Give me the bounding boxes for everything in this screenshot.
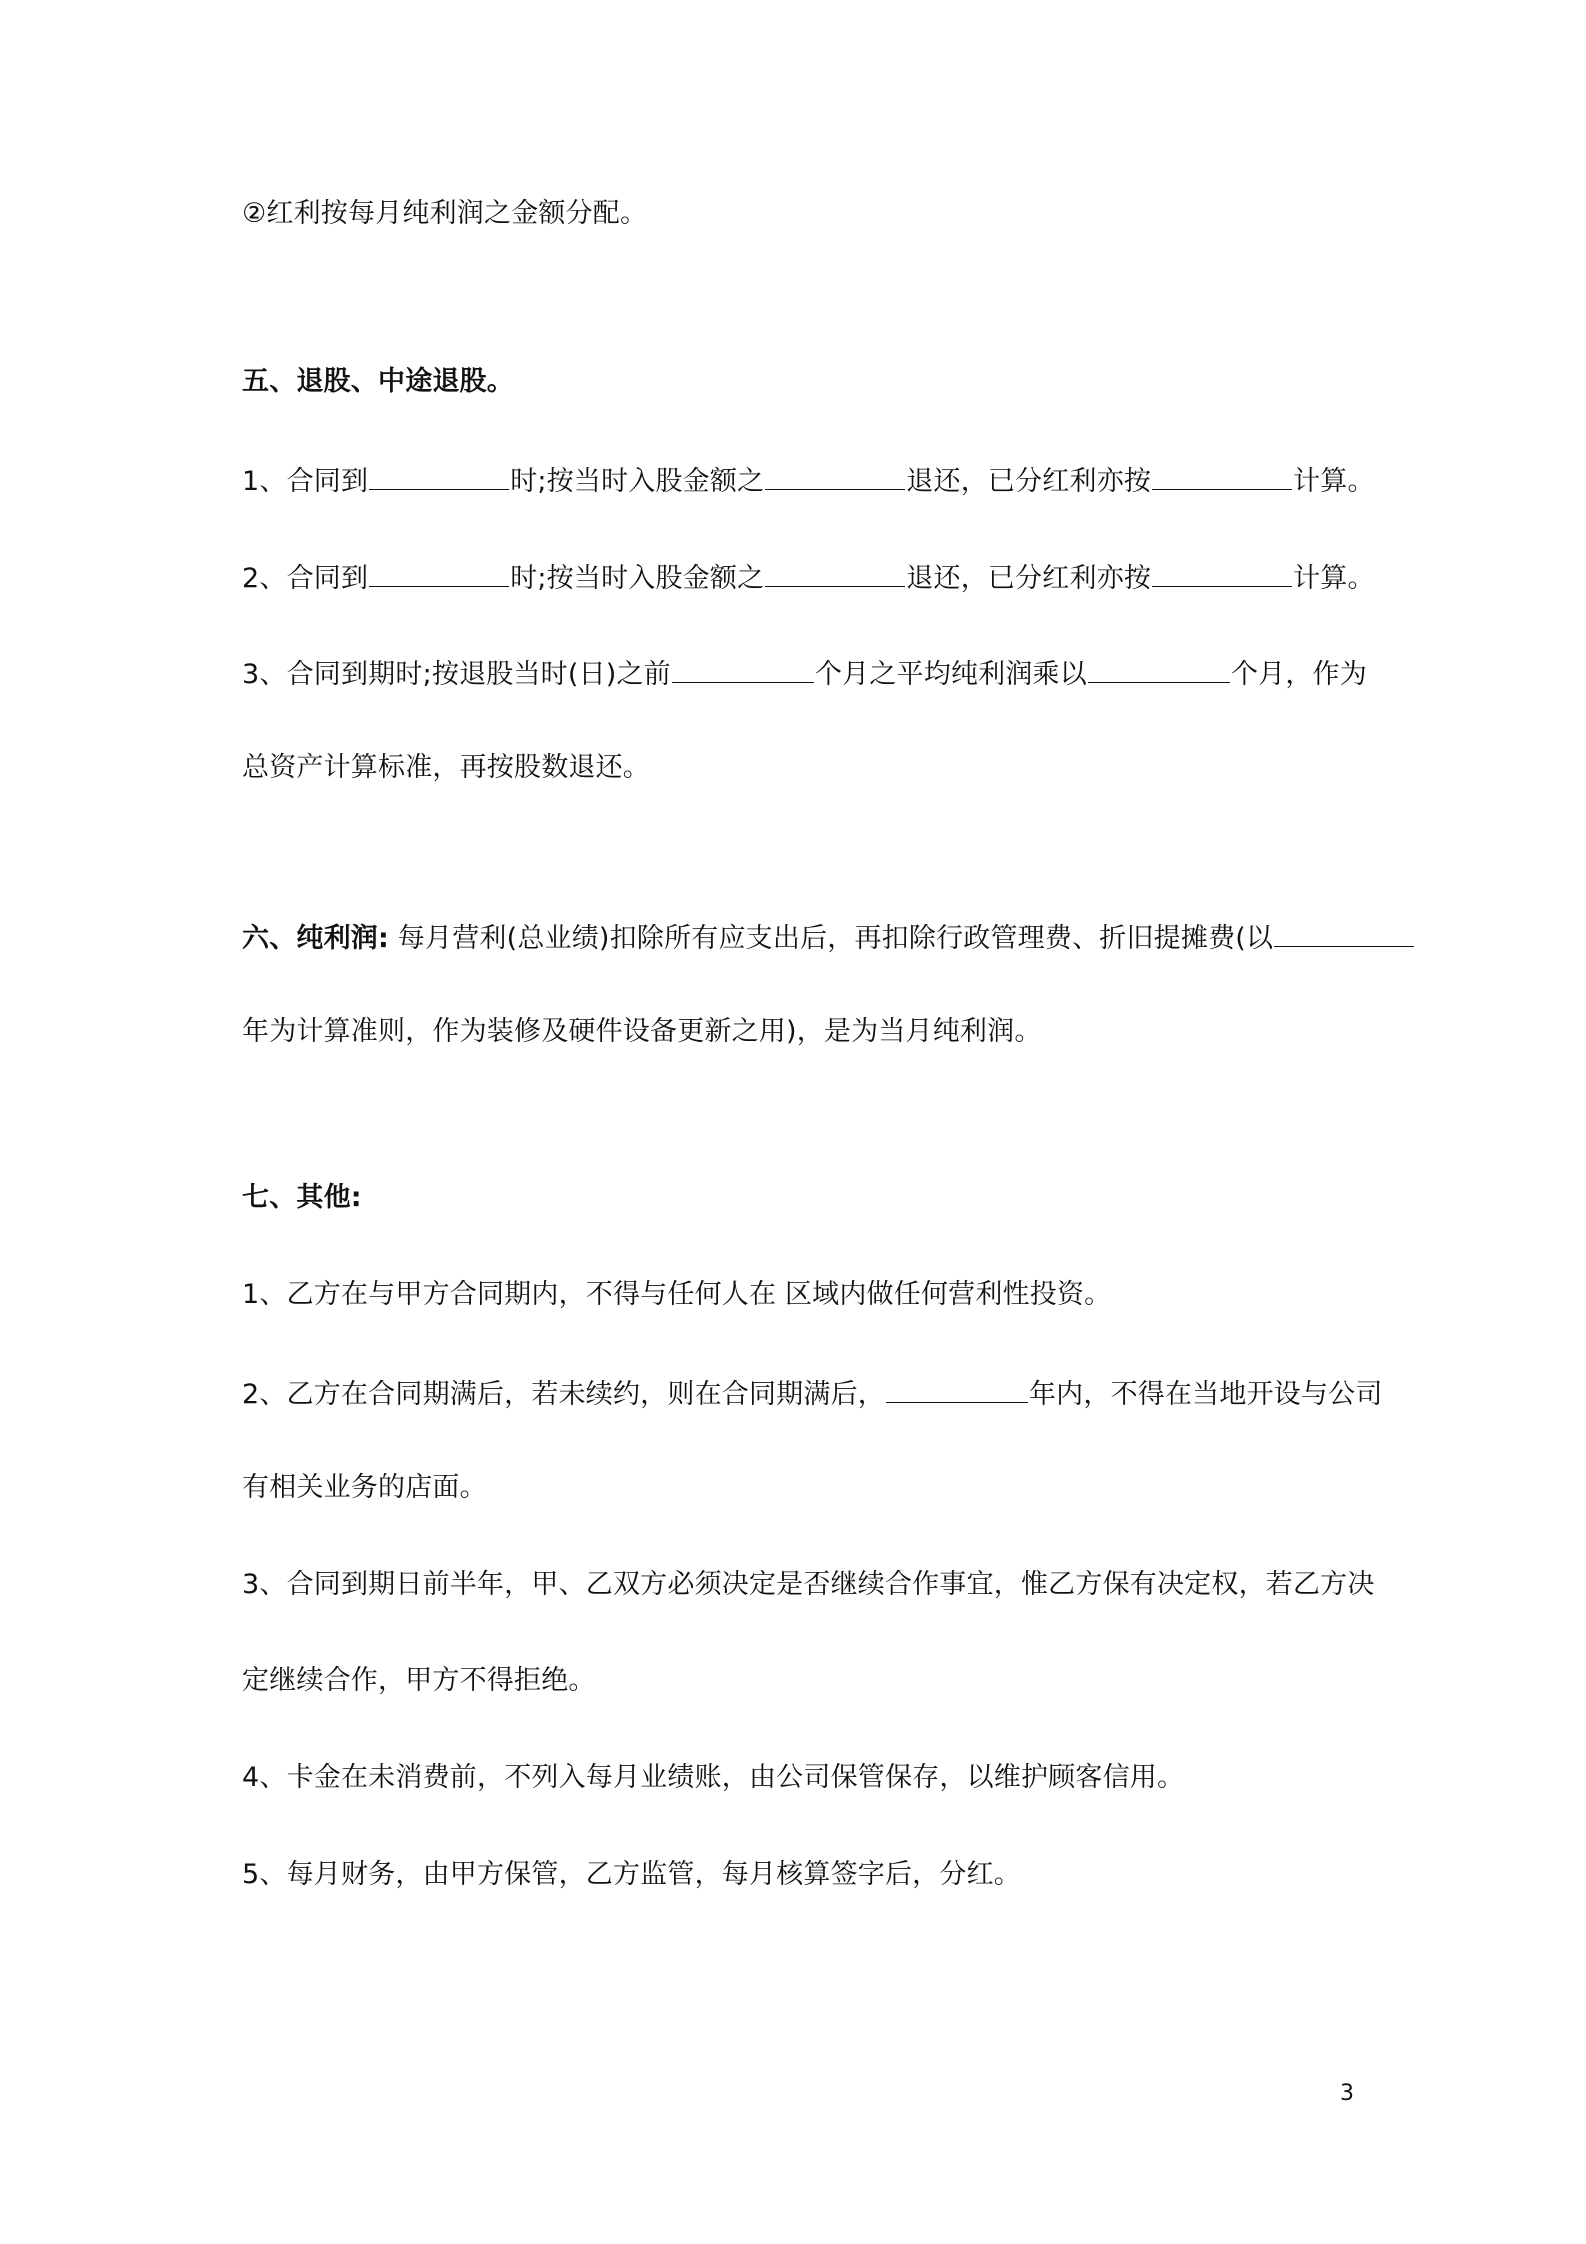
section-6-text: 每月营利(总业绩)扣除所有应支出后，再扣除行政管理费、折旧提摊费(以 — [397, 923, 1274, 954]
section-7-item-2-continued: 有相关业务的店面。 — [242, 1472, 487, 1503]
page-number: 3 — [1340, 2081, 1354, 2106]
section-7-heading: 七、其他: — [242, 1182, 362, 1213]
section-7-item-1: 1、乙方在与甲方合同期内，不得与任何人在 区域内做任何营利性投资。 — [242, 1279, 1112, 1310]
section-6-heading: 六、纯利润: — [242, 923, 389, 954]
fill-in-blank[interactable] — [765, 560, 905, 587]
section-7-item-4: 4、卡金在未消费前，不列入每月业绩账，由公司保管保存，以维护顾客信用。 — [242, 1762, 1185, 1793]
section-5-item-2: 2、合同到 时;按当时入股金额之 退还，已分红利亦按 计算。 — [242, 560, 1375, 597]
fill-in-blank[interactable] — [1088, 656, 1230, 683]
section-5-item-3: 3、合同到期时;按退股当时(日)之前 个月之平均纯利润乘以 个月，作为 — [242, 656, 1367, 693]
section-5-heading: 五、退股、中途退股。 — [242, 366, 514, 397]
dividend-paragraph — [242, 196, 647, 232]
fill-in-blank[interactable] — [369, 560, 509, 587]
section-6-paragraph — [242, 920, 1415, 957]
section-7-item-2: 2、乙方在合同期满后，若未续约，则在合同期满后， 年内，不得在当地开设与公司 — [242, 1376, 1383, 1413]
section-5-item-3-continued: 总资产计算标准，再按股数退还。 — [242, 752, 650, 783]
fill-in-blank[interactable] — [672, 656, 814, 683]
section-5-item-1: 1、合同到 时;按当时入股金额之 退还，已分红利亦按 计算。 — [242, 463, 1375, 500]
fill-in-blank[interactable] — [1274, 920, 1414, 947]
fill-in-blank[interactable] — [369, 463, 509, 490]
dividend-text: ②红利按每月纯利润之金额分配。 — [242, 198, 648, 229]
fill-in-blank[interactable] — [1152, 463, 1292, 490]
section-7-item-5: 5、每月财务，由甲方保管，乙方监管，每月核算签字后，分红。 — [242, 1859, 1021, 1890]
fill-in-blank[interactable] — [886, 1376, 1028, 1403]
fill-in-blank[interactable] — [765, 463, 905, 490]
section-7-item-3: 3、合同到期日前半年，甲、乙双方必须决定是否继续合作事宜，惟乙方保有决定权，若乙方决 — [242, 1569, 1375, 1600]
section-6-continued: 年为计算准则，作为装修及硬件设备更新之用)，是为当月纯利润。 — [242, 1016, 1042, 1047]
section-7-item-3-continued: 定继续合作，甲方不得拒绝。 — [242, 1665, 596, 1696]
fill-in-blank[interactable] — [1152, 560, 1292, 587]
